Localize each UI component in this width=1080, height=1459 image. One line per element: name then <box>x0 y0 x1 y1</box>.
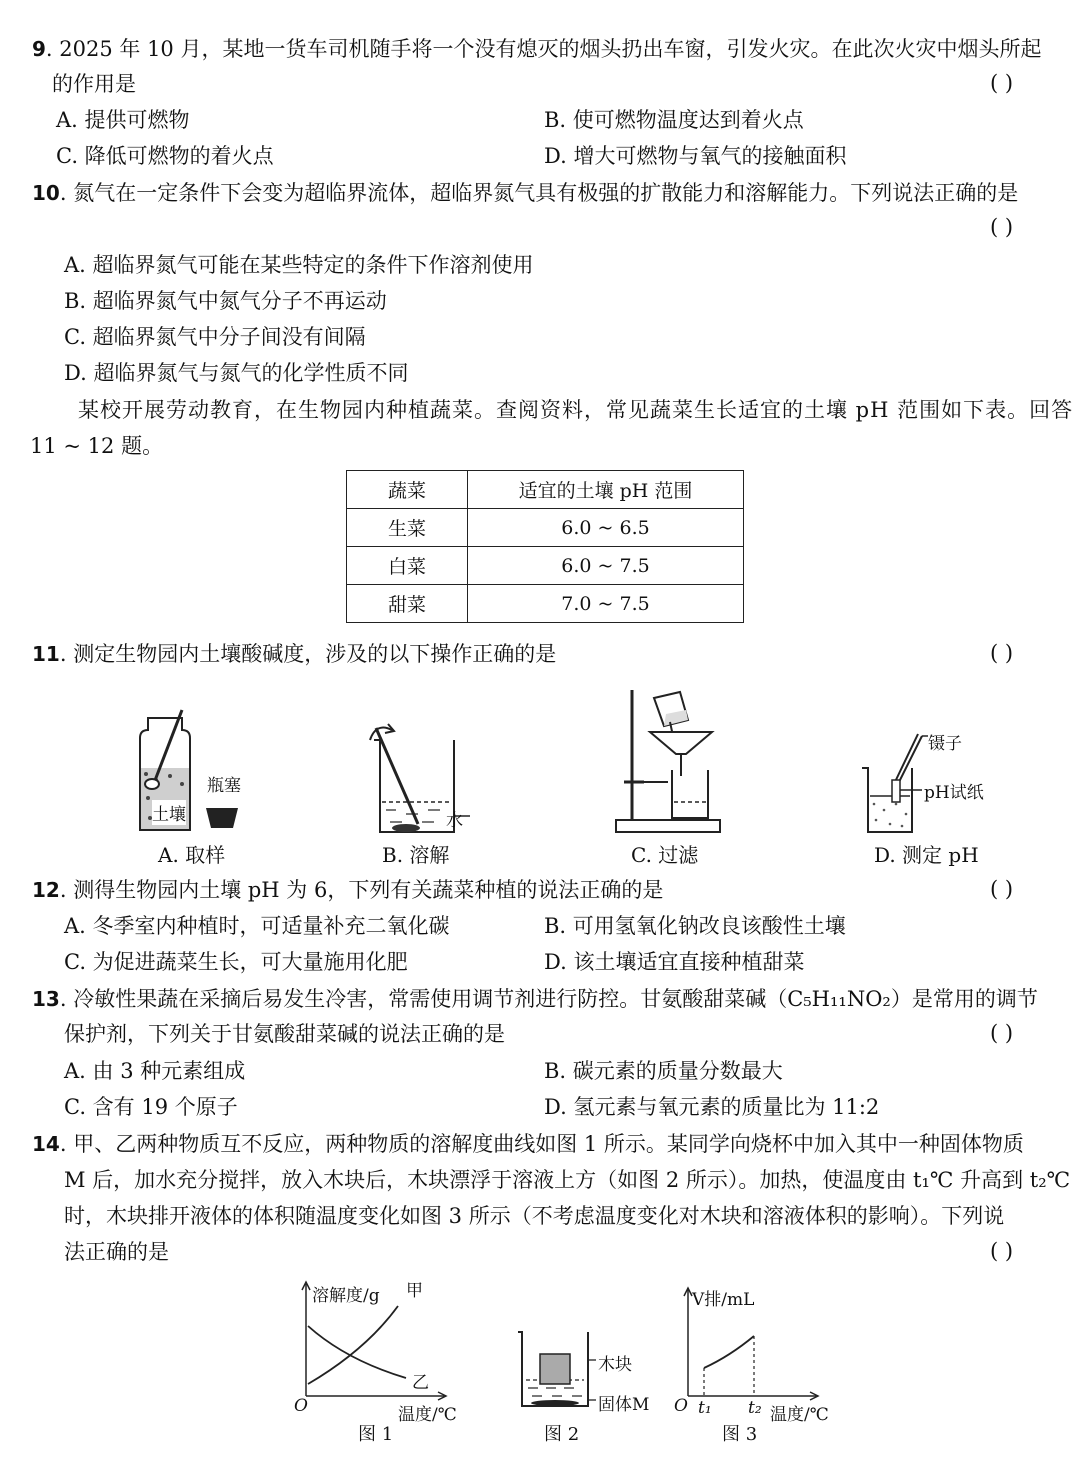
water-label: 水 <box>446 811 463 831</box>
q13-option-a: A. 由 3 种元素组成 <box>64 1059 246 1083</box>
intro-line2: 11 ~ 12 题。 <box>30 434 164 458</box>
q9-option-a: A. 提供可燃物 <box>56 108 190 132</box>
q13-line1 <box>32 986 1038 1012</box>
q14-stem-line3: 时，木块排开液体的体积随温度变化如图 3 所示（不考虑温度变化对木块和溶液体积的影响）。下列说 <box>64 1204 1005 1228</box>
q12-option-d: D. 该土壤适宜直接种植甜菜 <box>544 950 805 974</box>
q9-number: 9 <box>32 37 46 61</box>
q12-line1 <box>32 877 663 903</box>
q14-number: 14 <box>32 1132 60 1156</box>
q9-option-d: D. 增大可燃物与氧气的接触面积 <box>544 144 847 168</box>
caption-d: D. 测定 pH <box>874 843 979 867</box>
q12-stem: . 测得生物园内土壤 pH 为 6，下列有关蔬菜种植的说法正确的是 <box>59 878 664 902</box>
soil-label: 土壤 <box>152 800 186 825</box>
q9-stem-line2: 的作用是 <box>52 72 136 96</box>
table-row <box>347 509 744 547</box>
tweezers-label: 镊子 <box>928 734 962 754</box>
fig2-solid-label: 固体M <box>598 1395 650 1415</box>
fig3-t1: t₁ <box>698 1398 712 1418</box>
q13-stem-line1: . 冷敏性果蔬在采摘后易发生冷害，常需使用调节剂进行防控。甘氨酸甜菜碱（C₅H₁₁NO₂）是常用的调节 <box>59 987 1038 1011</box>
table-cell: 甜菜 <box>347 585 468 623</box>
table-cell: 6.0 ~ 6.5 <box>468 509 744 547</box>
caption-b: B. 溶解 <box>382 843 450 867</box>
q14-answer-paren: ( ) <box>990 1239 1014 1263</box>
table-cell: 7.0 ~ 7.5 <box>468 585 744 623</box>
q9-stem-line1: . 2025 年 10 月，某地一货车司机随手将一个没有熄灭的烟头扔出车窗，引发火灾。在此次火灾中烟头所起 <box>45 37 1042 61</box>
q11-number: 11 <box>32 642 60 666</box>
fig1-curve-yi: 乙 <box>412 1373 429 1393</box>
q13-number: 13 <box>32 987 60 1011</box>
fig2-caption: 图 2 <box>544 1424 580 1445</box>
q10-option-c: C. 超临界氮气中分子间没有间隔 <box>64 325 366 349</box>
fig3-caption: 图 3 <box>722 1424 758 1445</box>
table-row <box>347 547 744 585</box>
q12-option-a: A. 冬季室内种植时，可适量补充二氧化碳 <box>64 914 450 938</box>
q13-stem-line2: 保护剂，下列关于甘氨酸甜菜碱的说法正确的是 <box>64 1022 505 1046</box>
q13-option-b: B. 碳元素的质量分数最大 <box>544 1059 783 1083</box>
q13-option-c: C. 含有 19 个原子 <box>64 1095 238 1119</box>
q14-line1 <box>32 1131 1024 1157</box>
fig3-xlabel: 温度/℃ <box>770 1405 829 1425</box>
fig3-origin: O <box>674 1396 688 1416</box>
q12-option-b: B. 可用氢氧化钠改良该酸性土壤 <box>544 914 846 938</box>
q10-line1 <box>32 180 1018 206</box>
q11-stem: . 测定生物园内土壤酸碱度，涉及的以下操作正确的是 <box>59 642 557 666</box>
q13-option-d: D. 氢元素与氧元素的质量比为 11:2 <box>544 1095 880 1119</box>
intro-line1: 某校开展劳动教育，在生物园内种植蔬菜。查阅资料，常见蔬菜生长适宜的土壤 pH 范围如下表。回答 <box>78 398 1074 422</box>
ph-table <box>346 470 744 623</box>
fig1-ylabel: 溶解度/g <box>312 1286 380 1306</box>
caption-a: A. 取样 <box>158 843 226 867</box>
table-row <box>347 585 744 623</box>
fig3-t2: t₂ <box>748 1398 762 1418</box>
q10-option-d: D. 超临界氮气与氮气的化学性质不同 <box>64 361 409 385</box>
table-cell: 生菜 <box>347 509 468 547</box>
table-header-range: 适宜的土壤 pH 范围 <box>468 471 744 509</box>
fig1-curve-jia: 甲 <box>406 1281 423 1301</box>
q10-option-a: A. 超临界氮气可能在某些特定的条件下作溶剂使用 <box>64 253 534 277</box>
q9-option-c: C. 降低可燃物的着火点 <box>56 144 274 168</box>
q12-number: 12 <box>32 878 60 902</box>
q9-option-b: B. 使可燃物温度达到着火点 <box>544 108 804 132</box>
q10-number: 10 <box>32 181 60 205</box>
fig1-xlabel: 温度/℃ <box>398 1405 457 1425</box>
floating-block-figure <box>512 1326 602 1412</box>
fig3-ylabel: V排/mL <box>692 1290 755 1310</box>
q9-line1 <box>32 36 1041 62</box>
fig1-origin: O <box>294 1396 308 1416</box>
q10-option-b: B. 超临界氮气中氮气分子不再运动 <box>64 289 387 313</box>
q12-option-c: C. 为促进蔬菜生长，可大量施用化肥 <box>64 950 408 974</box>
table-cell: 6.0 ~ 7.5 <box>468 547 744 585</box>
q10-answer-paren: ( ) <box>990 215 1014 239</box>
q10-stem: . 氮气在一定条件下会变为超临界流体，超临界氮气具有极强的扩散能力和溶解能力。下列说法正确的是 <box>59 181 1019 205</box>
table-header-row <box>347 471 744 509</box>
table-header-vegetable: 蔬菜 <box>347 471 468 509</box>
filtration-figure <box>610 684 730 834</box>
ph-paper-label: pH试纸 <box>924 783 984 803</box>
q12-answer-paren: ( ) <box>990 877 1014 901</box>
q14-stem-line4: 法正确的是 <box>64 1240 169 1264</box>
table-cell: 白菜 <box>347 547 468 585</box>
caption-c: C. 过滤 <box>631 843 699 867</box>
q14-stem-line2: M 后，加水充分搅拌，放入木块后，木块漂浮于溶液上方（如图 2 所示）。加热，使温度由 t₁℃ 升高到 t₂℃ <box>64 1168 1071 1192</box>
q14-stem-line1: . 甲、乙两种物质互不反应，两种物质的溶解度曲线如图 1 所示。某同学向烧杯中加入其中一种固体物质 <box>59 1132 1024 1156</box>
q13-answer-paren: ( ) <box>990 1021 1014 1045</box>
q11-answer-paren: ( ) <box>990 641 1014 665</box>
q11-line1 <box>32 641 556 667</box>
fig1-caption: 图 1 <box>358 1424 394 1445</box>
stopper-label: 瓶塞 <box>207 776 241 796</box>
q9-answer-paren: ( ) <box>990 71 1014 95</box>
fig2-block-label: 木块 <box>598 1355 632 1375</box>
